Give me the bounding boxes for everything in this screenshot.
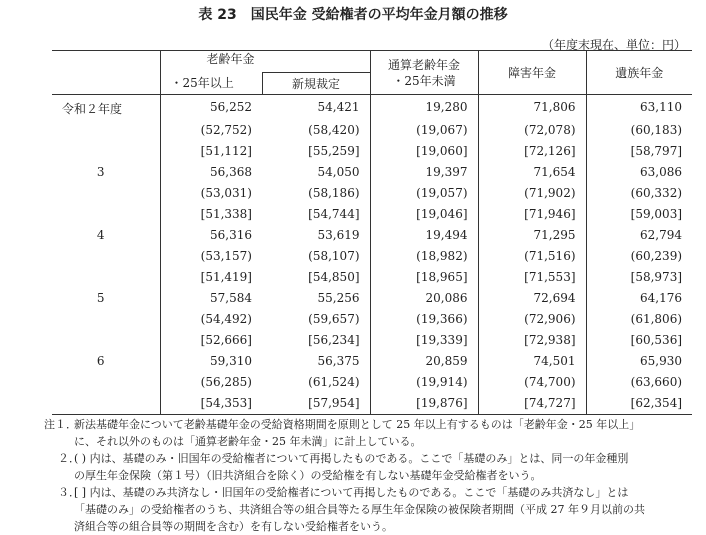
value-cell: (58,107) xyxy=(308,249,360,263)
note-2-line-2: の厚生年金保険（第１号）（旧共済組合を除く）の受給権を有しない基礎年金受給権者をいう。 xyxy=(74,469,542,482)
table-row xyxy=(52,393,692,415)
note-1-num: 注１． xyxy=(44,418,77,431)
table-row xyxy=(52,288,692,309)
value-cell: (61,524) xyxy=(308,375,360,389)
table-row xyxy=(52,141,692,162)
value-cell: [55,259] xyxy=(308,144,360,158)
value-cell: 55,256 xyxy=(317,291,360,305)
header-tsusan xyxy=(370,51,478,95)
value-cell: (74,700) xyxy=(478,372,586,393)
header-new-award: 新規裁定 xyxy=(262,73,370,95)
value-cell: [19,876] xyxy=(370,393,478,415)
value-cell: [60,536] xyxy=(586,330,692,351)
value-cell: [51,338] xyxy=(160,204,262,225)
year-cell xyxy=(52,267,160,288)
value-cell: 59,310 xyxy=(160,351,262,372)
value-cell: [19,339] xyxy=(370,330,478,351)
value-cell: [74,727] xyxy=(478,393,586,415)
value-cell: [71,553] xyxy=(478,267,586,288)
year-cell xyxy=(52,309,160,330)
year-cell xyxy=(52,204,160,225)
value-cell: 56,375 xyxy=(317,354,360,368)
value-cell: 64,176 xyxy=(586,288,692,309)
note-1-line-2: に、それ以外のものは「通算老齢年金・25 年未満」に計上している。 xyxy=(74,435,422,448)
year-cell: 3 xyxy=(96,165,105,179)
value-cell: (71,516) xyxy=(478,246,586,267)
value-cell: 71,295 xyxy=(478,225,586,246)
header-old-age-label: 老齢年金 xyxy=(206,52,255,66)
note-3-line-3: 済組合等の組合員等の期間を含む）を有しない受給権者をいう。 xyxy=(74,520,393,533)
value-cell: 71,806 xyxy=(478,95,586,121)
note-3 xyxy=(44,484,694,535)
value-cell: 19,494 xyxy=(370,225,478,246)
value-cell: (58,186) xyxy=(308,186,360,200)
value-cell: [19,060] xyxy=(370,141,478,162)
value-cell: 65,930 xyxy=(586,351,692,372)
value-cell: 19,397 xyxy=(370,162,478,183)
value-cell: [72,126] xyxy=(478,141,586,162)
header-old-age-sub: ・25年以上 xyxy=(160,73,262,95)
notes xyxy=(44,416,694,535)
value-cell: [52,666] xyxy=(160,330,262,351)
value-cell: 19,280 xyxy=(370,95,478,121)
value-cell: [51,419] xyxy=(160,267,262,288)
table-row xyxy=(52,225,692,246)
header-disability: 障害年金 xyxy=(478,51,586,95)
header-old-age xyxy=(160,51,370,73)
year-cell: 令和２年度 xyxy=(52,95,160,121)
value-cell: (54,492) xyxy=(160,309,262,330)
value-cell: (19,366) xyxy=(370,309,478,330)
unit-note: （年度末現在、単位：円） xyxy=(541,38,686,52)
note-2 xyxy=(44,450,694,484)
value-cell: 53,619 xyxy=(317,228,360,242)
value-cell: 20,086 xyxy=(370,288,478,309)
year-cell xyxy=(52,330,160,351)
value-cell: (19,914) xyxy=(370,372,478,393)
value-cell: 62,794 xyxy=(586,225,692,246)
note-3-line-2: 「基礎のみ」の受給権者のうち、共済組合等の組合員等たる厚生年金保険の被保険者期間（平成 27 年９月以前の共 xyxy=(74,503,645,516)
value-cell: (52,752) xyxy=(160,120,262,141)
value-cell: [58,797] xyxy=(586,141,692,162)
value-cell: 56,316 xyxy=(160,225,262,246)
table-row xyxy=(52,372,692,393)
value-cell: 56,252 xyxy=(160,95,262,121)
table-row xyxy=(52,162,692,183)
value-cell: 57,584 xyxy=(160,288,262,309)
value-cell: 20,859 xyxy=(370,351,478,372)
value-cell: 54,050 xyxy=(317,165,360,179)
value-cell: (59,657) xyxy=(308,312,360,326)
value-cell: [54,744] xyxy=(308,207,360,221)
year-cell: 4 xyxy=(96,228,105,242)
value-cell: (19,067) xyxy=(370,120,478,141)
header-year xyxy=(52,51,160,95)
value-cell: 74,501 xyxy=(478,351,586,372)
value-cell: (60,239) xyxy=(586,246,692,267)
note-2-line-1: ( ) 内は、基礎のみ・旧国年の受給権者について再掲したものである。ここで「基礎のみ」とは、同一の年金種別 xyxy=(74,452,629,465)
table-row xyxy=(52,351,692,372)
year-cell xyxy=(52,393,160,415)
value-cell: (72,906) xyxy=(478,309,586,330)
header-survivor: 遺族年金 xyxy=(586,51,692,95)
value-cell: 56,368 xyxy=(160,162,262,183)
value-cell: [58,973] xyxy=(586,267,692,288)
value-cell: [57,954] xyxy=(262,393,370,415)
page-title: 表 23 国民年金 受給権者の平均年金月額の推移 xyxy=(198,7,508,23)
year-cell xyxy=(52,141,160,162)
table-row xyxy=(52,120,692,141)
value-cell: (53,157) xyxy=(160,246,262,267)
note-1-line-1: 新法基礎年金について老齢基礎年金の受給資格期間を原則として 25 年以上有するものは「老齢年金・25 年以上」 xyxy=(74,418,641,431)
value-cell: (58,420) xyxy=(308,123,360,137)
table-row xyxy=(52,246,692,267)
value-cell: (60,183) xyxy=(586,120,692,141)
year-cell: 6 xyxy=(96,354,105,368)
year-cell xyxy=(52,120,160,141)
year-cell xyxy=(52,183,160,204)
year-cell xyxy=(52,372,160,393)
value-cell: [54,353] xyxy=(160,393,262,415)
value-cell: (19,057) xyxy=(370,183,478,204)
value-cell: [51,112] xyxy=(160,141,262,162)
note-1 xyxy=(44,416,694,450)
table-row xyxy=(52,309,692,330)
note-3-num: ３． xyxy=(58,486,80,499)
value-cell: (60,332) xyxy=(586,183,692,204)
value-cell: (53,031) xyxy=(160,183,262,204)
value-cell: (63,660) xyxy=(586,372,692,393)
value-cell: [19,046] xyxy=(370,204,478,225)
pension-table xyxy=(52,50,692,415)
value-cell: 71,654 xyxy=(478,162,586,183)
table-row xyxy=(52,204,692,225)
value-cell: [71,946] xyxy=(478,204,586,225)
year-cell: 5 xyxy=(96,291,105,305)
table-row xyxy=(52,183,692,204)
value-cell: 72,694 xyxy=(478,288,586,309)
header-tsusan-sub: ・25年未満 xyxy=(392,73,456,88)
value-cell: (56,285) xyxy=(160,372,262,393)
value-cell: [62,354] xyxy=(586,393,692,415)
year-cell xyxy=(52,246,160,267)
value-cell: [59,003] xyxy=(586,204,692,225)
value-cell: 54,421 xyxy=(262,95,370,121)
note-2-num: ２． xyxy=(58,452,80,465)
value-cell: (72,078) xyxy=(478,120,586,141)
value-cell: (71,902) xyxy=(478,183,586,204)
table-row xyxy=(52,330,692,351)
note-3-line-1: [ ] 内は、基礎のみ共済なし・旧国年の受給権者について再掲したものである。ここで「基礎のみ共済なし」とは xyxy=(74,486,629,499)
value-cell: [54,850] xyxy=(308,270,360,284)
value-cell: 63,086 xyxy=(586,162,692,183)
header-tsusan-label: 通算老齢年金 xyxy=(388,57,461,72)
value-cell: (61,806) xyxy=(586,309,692,330)
value-cell: [72,938] xyxy=(478,330,586,351)
value-cell: 63,110 xyxy=(586,95,692,121)
value-cell: [56,234] xyxy=(308,333,360,347)
table-row xyxy=(52,95,692,121)
value-cell: [18,965] xyxy=(370,267,478,288)
value-cell: (18,982) xyxy=(370,246,478,267)
table-row xyxy=(52,267,692,288)
